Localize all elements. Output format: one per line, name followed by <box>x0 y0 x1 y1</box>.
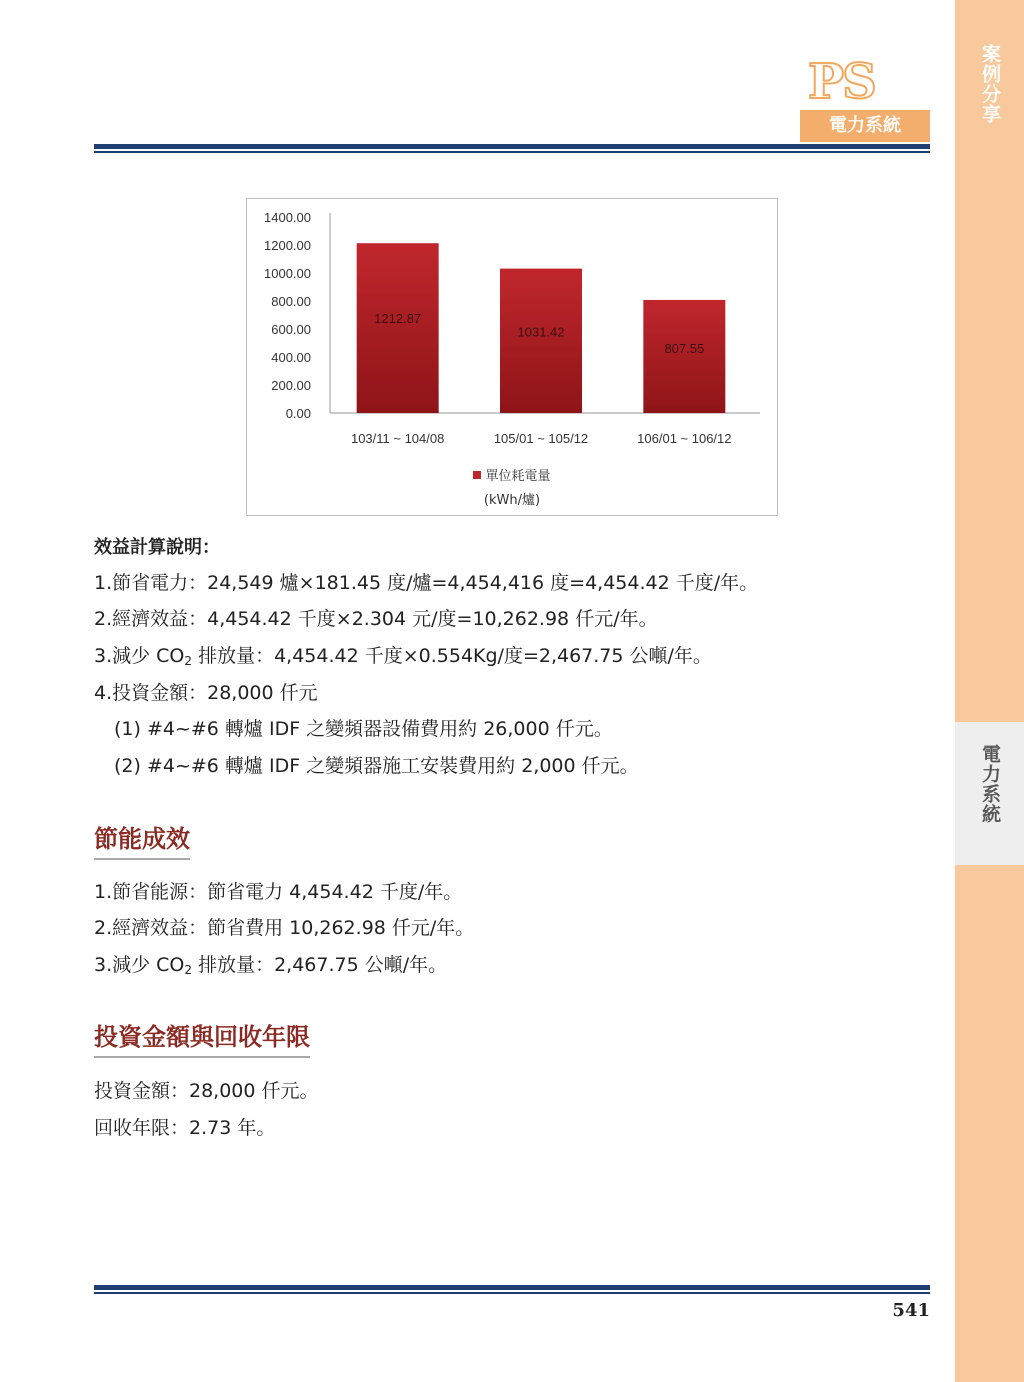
bar-data-label: 1212.87 <box>374 311 422 327</box>
investment-line-2: 回收年限：2.73 年。 <box>94 1117 276 1139</box>
bar <box>643 300 725 413</box>
y-tick-label: 1000.00 <box>264 266 311 281</box>
y-tick-label: 400.00 <box>271 350 311 365</box>
y-tick-label: 1400.00 <box>264 210 311 225</box>
footer-rule <box>94 1285 930 1294</box>
side-tab-cases[interactable] <box>955 30 1024 160</box>
side-strip <box>955 0 1024 1382</box>
page-number: 541 <box>892 1300 930 1321</box>
x-tick-label: 106/01 ~ 106/12 <box>637 431 732 446</box>
benefit-title: 效益計算說明： <box>94 537 220 558</box>
side-tab-cases-label: 案例分享 <box>979 44 1001 124</box>
legend-swatch <box>473 471 481 479</box>
benefit-line-2: 2.經濟效益：4,454.42 千度×2.304 元/度=10,262.98 仟元/年。 <box>94 608 658 630</box>
header-rule <box>94 144 930 153</box>
benefit-item-1: (1) #4~#6 轉爐 IDF 之變頻器設備費用約 26,000 仟元。 <box>114 718 613 740</box>
energy-line-3-post: 排放量：2,467.75 公噸/年。 <box>192 954 448 976</box>
x-tick-label: 103/11 ~ 104/08 <box>350 431 445 446</box>
investment-heading: 投資金額與回收年限 <box>94 1017 310 1058</box>
bar-data-label: 1031.42 <box>517 324 565 340</box>
benefit-line-3 <box>94 641 712 668</box>
side-tab-power-label: 電力系統 <box>979 744 1001 824</box>
benefit-line-3-sub: 2 <box>184 654 193 668</box>
benefit-line-1: 1.節省電力：24,549 爐×181.45 度/爐=4,454,416 度=4,454.42 千度/年。 <box>94 572 759 594</box>
energy-line-1: 1.節省能源：節省電力 4,454.42 千度/年。 <box>94 881 463 903</box>
y-tick-label: 600.00 <box>271 322 311 337</box>
y-tick-label: 1200.00 <box>264 238 311 253</box>
bar <box>500 269 582 413</box>
x-tick-label: 105/01 ~ 105/12 <box>493 431 589 446</box>
bar-chart <box>246 198 778 516</box>
side-tab-power[interactable] <box>955 722 1024 865</box>
benefit-line-4: 4.投資金額：28,000 仟元 <box>94 682 318 704</box>
y-tick-label: 0.00 <box>285 406 311 421</box>
chart-legend <box>247 465 777 484</box>
ps-logo: PS <box>808 54 875 110</box>
legend-series-name: 單位耗電量 <box>485 469 551 484</box>
header-section-label: 電力系統 <box>800 110 930 142</box>
benefit-line-3-pre: 3.減少 CO <box>94 645 185 667</box>
energy-line-3 <box>94 950 447 977</box>
energy-heading: 節能成效 <box>94 819 190 860</box>
benefit-item-2: (2) #4~#6 轉爐 IDF 之變頻器施工安裝費用約 2,000 仟元。 <box>114 755 639 777</box>
bar <box>357 243 439 413</box>
investment-line-1: 投資金額：28,000 仟元。 <box>94 1080 319 1102</box>
y-tick-label: 200.00 <box>271 378 311 393</box>
energy-line-2: 2.經濟效益：節省費用 10,262.98 仟元/年。 <box>94 917 475 939</box>
y-tick-label: 800.00 <box>271 294 311 309</box>
legend-unit: (kWh/爐) <box>483 493 541 508</box>
energy-line-3-sub: 2 <box>184 963 193 977</box>
energy-line-3-pre: 3.減少 CO <box>94 954 185 976</box>
benefit-line-3-post: 排放量：4,454.42 千度×0.554Kg/度=2,467.75 公噸/年。 <box>192 645 712 667</box>
bar-data-label: 807.55 <box>664 341 705 357</box>
